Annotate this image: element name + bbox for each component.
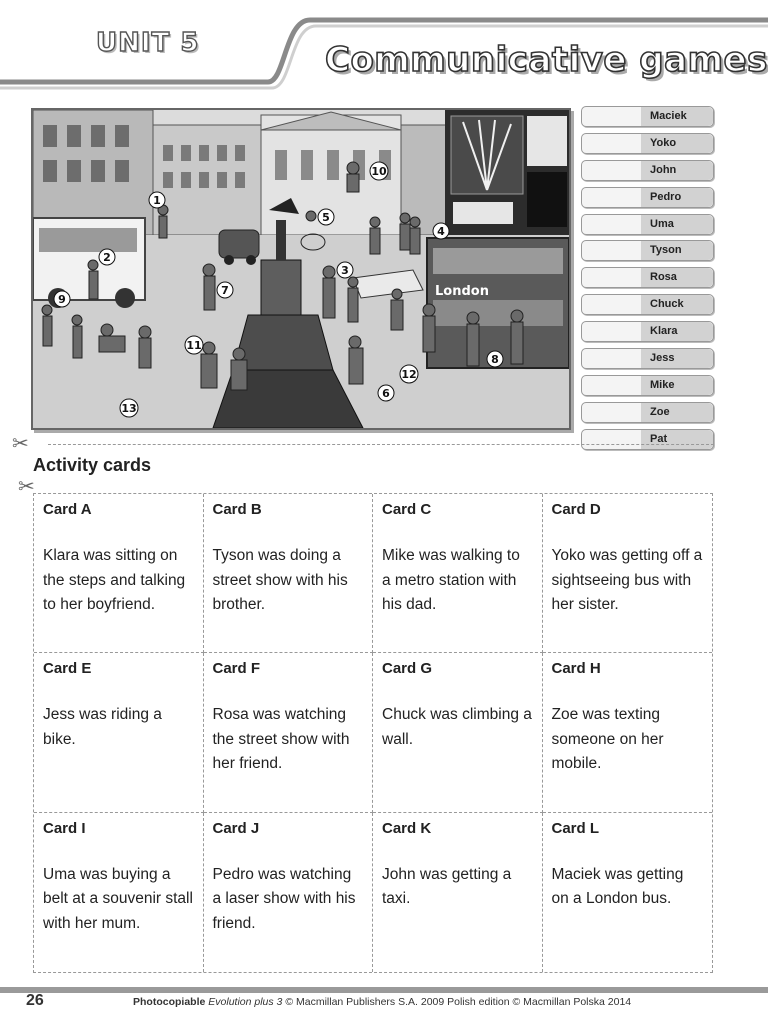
marker-5 xyxy=(318,209,334,225)
activity-cards-grid xyxy=(33,493,713,973)
svg-text:13: 13 xyxy=(121,402,137,415)
svg-text:5: 5 xyxy=(322,211,330,224)
card-text: Chuck was climbing a wall. xyxy=(382,706,532,748)
name-row xyxy=(581,294,714,315)
marker-3 xyxy=(337,262,353,278)
name-label: John xyxy=(641,161,713,180)
svg-text:8: 8 xyxy=(491,353,499,366)
marker-2 xyxy=(99,249,115,265)
card-title: Card I xyxy=(43,819,86,837)
card-text: Uma was buying a belt at a souvenir stall with her mum. xyxy=(43,865,193,932)
name-row xyxy=(581,240,714,261)
name-row xyxy=(581,375,714,396)
name-label: Chuck xyxy=(641,295,713,314)
page-title: Communicative games xyxy=(325,40,768,80)
scissors-icon: ✂ xyxy=(12,433,29,455)
svg-text:3: 3 xyxy=(341,264,349,277)
credit-prefix: Photocopiable xyxy=(133,996,206,1008)
card-title: Card J xyxy=(212,819,260,837)
marker-1 xyxy=(149,192,165,208)
name-list xyxy=(581,106,714,456)
name-row xyxy=(581,348,714,369)
marker-9 xyxy=(54,291,70,307)
card-text: Klara was sitting on the steps and talking to her boyfriend. xyxy=(43,547,186,613)
name-label: Zoe xyxy=(641,403,713,422)
svg-text:2: 2 xyxy=(103,251,111,264)
unit-label: UNIT 5 xyxy=(96,28,200,58)
svg-text:4: 4 xyxy=(437,225,445,238)
activity-cards-title: Activity cards xyxy=(33,455,152,475)
activity-card xyxy=(373,813,543,972)
name-row xyxy=(581,187,714,208)
marker-10 xyxy=(370,162,388,180)
activity-card xyxy=(34,813,204,972)
card-title: Card K xyxy=(382,819,432,837)
card-text: Pedro was watching a laser show with his friend. xyxy=(212,865,356,932)
svg-text:9: 9 xyxy=(58,293,66,306)
activity-card xyxy=(34,653,204,812)
name-label: Klara xyxy=(641,322,713,341)
card-text: Rosa was watching the street show with her friend. xyxy=(212,706,350,773)
copyright-credit xyxy=(133,996,631,1008)
card-title: Card E xyxy=(43,660,92,678)
activity-card xyxy=(543,653,713,812)
marker-13 xyxy=(120,399,138,417)
cut-line xyxy=(48,444,714,445)
name-label: Pedro xyxy=(641,188,713,207)
name-row xyxy=(581,160,714,181)
svg-text:12: 12 xyxy=(401,368,417,381)
activity-card xyxy=(543,494,713,653)
name-label: Maciek xyxy=(641,107,713,126)
activity-card xyxy=(373,653,543,812)
card-text: Tyson was doing a street show with his brother. xyxy=(212,547,348,613)
scissors-icon: ✂ xyxy=(18,476,35,498)
card-title: Card L xyxy=(551,819,600,837)
marker-12 xyxy=(400,365,418,383)
scene-illustration xyxy=(31,108,571,430)
activity-card xyxy=(204,813,374,972)
name-label: Pat xyxy=(641,430,713,449)
name-row xyxy=(581,429,714,450)
card-text: Zoe was texting someone on her mobile. xyxy=(551,706,664,773)
marker-8 xyxy=(487,351,503,367)
footer-rule xyxy=(0,987,768,993)
card-text: John was getting a taxi. xyxy=(382,865,512,908)
svg-text:6: 6 xyxy=(382,387,390,400)
credit-rest: © Macmillan Publishers S.A. 2009 Polish edition © Macmillan Polska 2014 xyxy=(285,996,632,1008)
card-title: Card C xyxy=(382,501,432,518)
activity-card xyxy=(204,494,374,653)
marker-7 xyxy=(217,282,233,298)
card-title: Card D xyxy=(551,501,601,518)
activity-card xyxy=(204,653,374,812)
svg-text:1: 1 xyxy=(153,194,161,207)
name-label: Yoko xyxy=(641,134,713,153)
svg-text:10: 10 xyxy=(371,165,387,178)
page-number: 26 xyxy=(26,992,44,1009)
name-row xyxy=(581,133,714,154)
name-row xyxy=(581,402,714,423)
card-title: Card H xyxy=(551,660,601,678)
card-title: Card B xyxy=(212,501,262,518)
name-label: Jess xyxy=(641,349,713,368)
bus-sign: London xyxy=(435,284,489,299)
card-text: Maciek was getting on a London bus. xyxy=(551,865,684,908)
name-row xyxy=(581,267,714,288)
card-text: Jess was riding a bike. xyxy=(43,706,162,748)
marker-11 xyxy=(185,336,203,354)
name-label: Rosa xyxy=(641,268,713,287)
activity-card xyxy=(34,494,204,653)
marker-4 xyxy=(433,223,449,239)
piccadilly-circus-illustration xyxy=(33,110,569,428)
name-row xyxy=(581,106,714,127)
name-label: Mike xyxy=(641,376,713,395)
marker-6 xyxy=(378,385,394,401)
card-title: Card A xyxy=(43,501,92,518)
card-title: Card F xyxy=(212,660,261,678)
card-text: Yoko was getting off a sightseeing bus with her sister. xyxy=(551,547,703,613)
name-row xyxy=(581,321,714,342)
page-header xyxy=(0,0,768,95)
name-label: Tyson xyxy=(641,241,713,260)
card-text: Mike was walking to a metro station with his dad. xyxy=(382,547,520,613)
card-title: Card G xyxy=(382,660,433,678)
svg-text:11: 11 xyxy=(186,339,202,352)
name-row xyxy=(581,214,714,235)
name-label: Uma xyxy=(641,215,713,234)
activity-card xyxy=(543,813,713,972)
activity-card xyxy=(373,494,543,653)
svg-text:7: 7 xyxy=(221,284,229,297)
credit-book-title: Evolution plus 3 xyxy=(208,996,283,1008)
